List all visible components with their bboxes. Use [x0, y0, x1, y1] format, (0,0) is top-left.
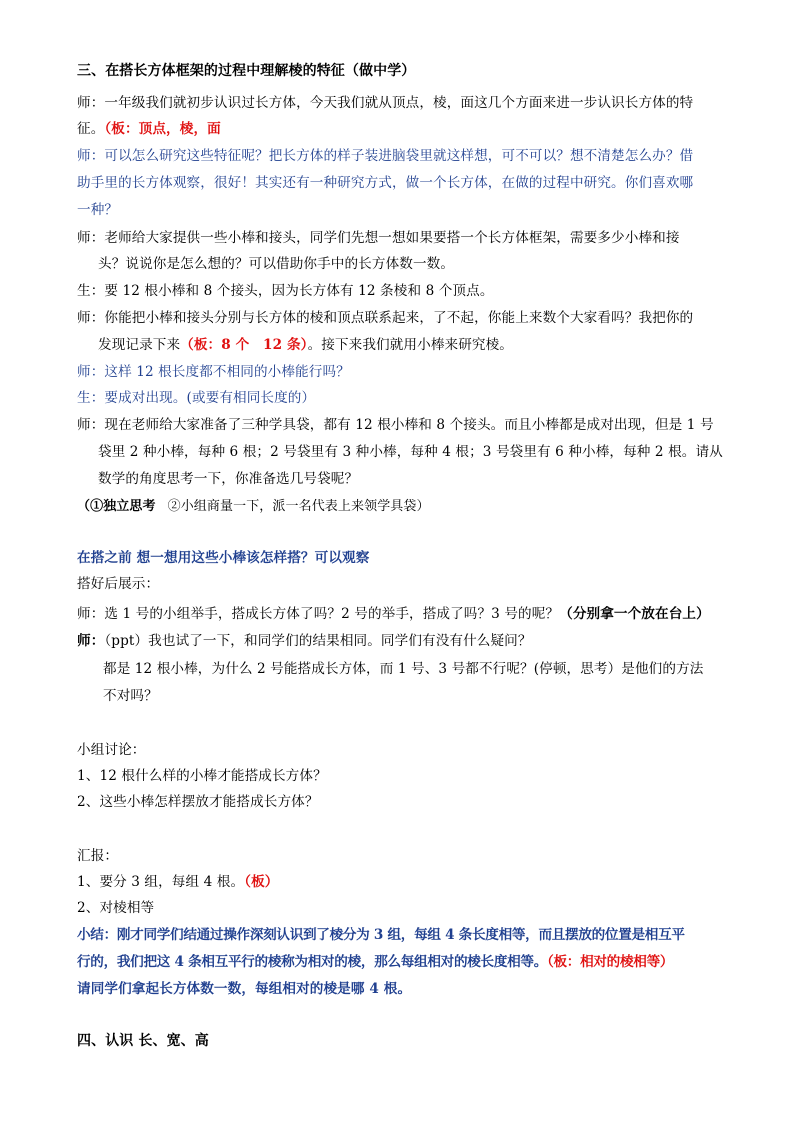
section4-title: 四、认识 长、宽、高 [77, 1033, 209, 1049]
board-note-vertex-edge-face: （板：顶点，棱，面 [104, 121, 221, 137]
discussion-question-2: 2、这些小棒怎样摆放才能搭成长方体？ [77, 794, 319, 810]
report-item-1-text: 1、要分 3 组，每组 4 根。 [77, 874, 245, 890]
p11-line: 搭好后展示： [77, 576, 160, 592]
p13-line [77, 628, 532, 654]
p5-line2-end: 。接下来我们就用小棒来研究棱。 [307, 337, 513, 353]
p8-line2: 袋里 2 种小棒，每种 6 根；2 号袋里有 3 种小棒，每种 4 根；3 号袋里有 6 种小棒，每种 2 根。请从 [98, 444, 723, 460]
p12-line [77, 601, 710, 627]
summary-line3: 请同学们拿起长方体数一数，每组相对的棱是哪 4 根。 [77, 981, 412, 997]
p3-line2: 头？说说你是怎么想的？可以借助你手中的长方体数一数。 [98, 256, 455, 272]
p13-speaker: 师： [77, 633, 105, 649]
discussion-title: 小组讨论： [77, 742, 146, 758]
section3-title: 三、在搭长方体框架的过程中理解棱的特征（做中学） [77, 63, 416, 79]
board-note-8-12: （板：8 个 12 条） [180, 337, 308, 353]
report-item-2: 2、对棱相等 [77, 900, 155, 916]
summary-line2-text: 行的，我们把这 4 条相互平行的棱称为相对的棱，那么每组相对的棱长度相等。 [77, 954, 548, 970]
p6-line: 师：这样 12 根长度都不相同的小棒能行吗？ [77, 364, 350, 380]
p2-line2: 助手里的长方体观察，很好！其实还有一种研究方式，做一个长方体，在做的过程中研究。你们喜欢哪 [77, 175, 694, 191]
board-note-report: （板） [244, 874, 279, 890]
p4-line: 生：要 12 根小棒和 8 个接头，因为长方体有 12 条棱和 8 个顶点。 [77, 283, 494, 299]
p9-group-discussion: ②小组商量一下，派一名代表上来领学具袋） [167, 499, 430, 514]
p5-line1: 师：你能把小棒和接头分别与长方体的棱和顶点联系起来，了不起，你能上来数个大家看吗？我把你的 [77, 310, 694, 326]
p1-line1: 师：一年级我们就初步认识过长方体，今天我们就从顶点，棱，面这几个方面来进一步认识长方体的特 [77, 95, 694, 111]
report-title: 汇报： [77, 848, 119, 864]
p9-independent-thinking: （①独立思考 [77, 499, 156, 514]
p12-note: （分别拿一个放在台上） [559, 606, 710, 622]
p1-line2 [77, 116, 221, 142]
p14-line2: 不对吗？ [103, 688, 158, 704]
discussion-question-1: 1、12 根什么样的小棒才能搭成长方体？ [77, 768, 327, 784]
p1-line2-text: 征。 [77, 121, 105, 137]
p8-line3: 数学的角度思考一下，你准备选几号袋呢？ [98, 471, 359, 487]
p2-line1: 师：可以怎么研究这些特征呢？把长方体的样子装进脑袋里就这样想，可不可以？想不清楚怎么办？借 [77, 148, 694, 164]
p13-text: （ppt）我也试了一下，和同学们的结果相同。同学们有没有什么疑问？ [104, 633, 532, 649]
p8-line1: 师：现在老师给大家准备了三种学具袋，都有 12 根小棒和 8 个接头。而且小棒都是成对出现，但是 1 号 [77, 417, 714, 433]
p12-text: 师：选 1 号的小组举手，搭成长方体了吗？2 号的举手，搭成了吗？3 号的呢？ [77, 606, 560, 622]
summary-line2 [77, 949, 673, 975]
p7-line: 生：要成对出现。(或要有相同长度的） [77, 390, 316, 406]
p14-line1: 都是 12 根小棒，为什么 2 号能搭成长方体，而 1 号、3 号都不行呢？(停顿，思考）是他们的方法 [103, 661, 704, 677]
report-item-1 [77, 869, 278, 895]
p5-line2-text: 发现记录下来 [98, 337, 181, 353]
p9-line [77, 494, 430, 520]
p2-line3: 一种？ [77, 202, 119, 218]
p5-line2 [98, 332, 513, 358]
board-note-opposite-edges: （板：相对的棱相等） [547, 954, 674, 970]
p3-line1: 师：老师给大家提供一些小棒和接头，同学们先想一想如果要搭一个长方体框架，需要多少小棒和接 [77, 230, 680, 246]
summary-line1: 小结：刚才同学们结通过操作深刻认识到了棱分为 3 组，每组 4 条长度相等，而且摆放的位置是相互平 [77, 927, 685, 943]
p10-line: 在搭之前 想一想用这些小棒该怎样搭？可以观察 [77, 550, 370, 566]
